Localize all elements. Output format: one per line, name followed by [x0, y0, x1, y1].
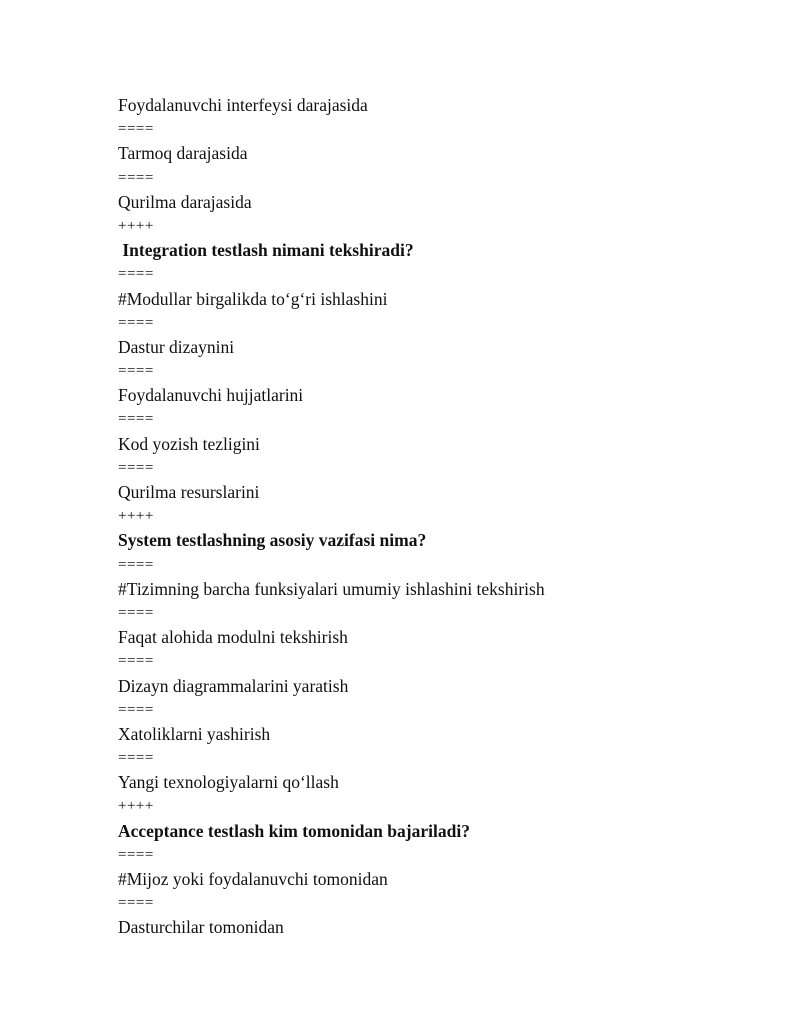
separator-line: ==== [118, 363, 154, 380]
answer-line: Kod yozish tezligini [118, 433, 260, 454]
question-heading: Integration testlash nimani tekshiradi? [118, 240, 414, 261]
correct-answer-line: #Modullar birgalikda to‘g‘ri ishlashini [118, 288, 388, 309]
correct-answer-line: #Mijoz yoki foydalanuvchi tomonidan [118, 869, 388, 889]
answer-line: Dasturchilar tomonidan [118, 917, 284, 938]
separator-line: ==== [118, 121, 154, 138]
separator-line: ==== [118, 459, 154, 476]
answer-line: Foydalanuvchi hujjatlarini [118, 385, 304, 406]
separator-line: ==== [118, 895, 154, 912]
document-page [118, 93, 758, 940]
separator-line: ==== [118, 314, 154, 331]
separator-line: ==== [118, 556, 154, 573]
separator-line: ==== [118, 169, 154, 186]
separator-line: ==== [118, 653, 154, 670]
answer-line: Faqat alohida modulni tekshirish [118, 627, 348, 648]
answer-line: Qurilma resurslarini [118, 482, 260, 502]
answer-line: Dizayn diagrammalarini yaratish [118, 675, 349, 696]
answer-line: Xatoliklarni yashirish [118, 723, 271, 744]
question-heading: Acceptance testlash kim tomonidan bajariladi? [118, 820, 470, 841]
question-separator-line: ++++ [118, 217, 154, 234]
separator-line: ==== [118, 266, 154, 283]
answer-line: Qurilma darajasida [118, 191, 252, 212]
answer-line: Tarmoq darajasida [118, 143, 248, 164]
separator-line: ==== [118, 846, 154, 863]
answer-line: Dastur dizaynini [118, 336, 235, 357]
separator-line: ==== [118, 604, 154, 621]
separator-line: ==== [118, 411, 154, 428]
question-heading: System testlashning asosiy vazifasi nima? [118, 530, 427, 551]
question-separator-line: ++++ [118, 798, 154, 815]
question-separator-line: ++++ [118, 508, 154, 525]
separator-line: ==== [118, 701, 154, 718]
answer-line: Yangi texnologiyalarni qo‘llash [118, 772, 339, 793]
correct-answer-line: #Tizimning barcha funksiyalari umumiy ishlashini tekshirish [118, 578, 545, 599]
answer-line: Foydalanuvchi interfeysi darajasida [118, 95, 368, 115]
separator-line: ==== [118, 750, 154, 767]
